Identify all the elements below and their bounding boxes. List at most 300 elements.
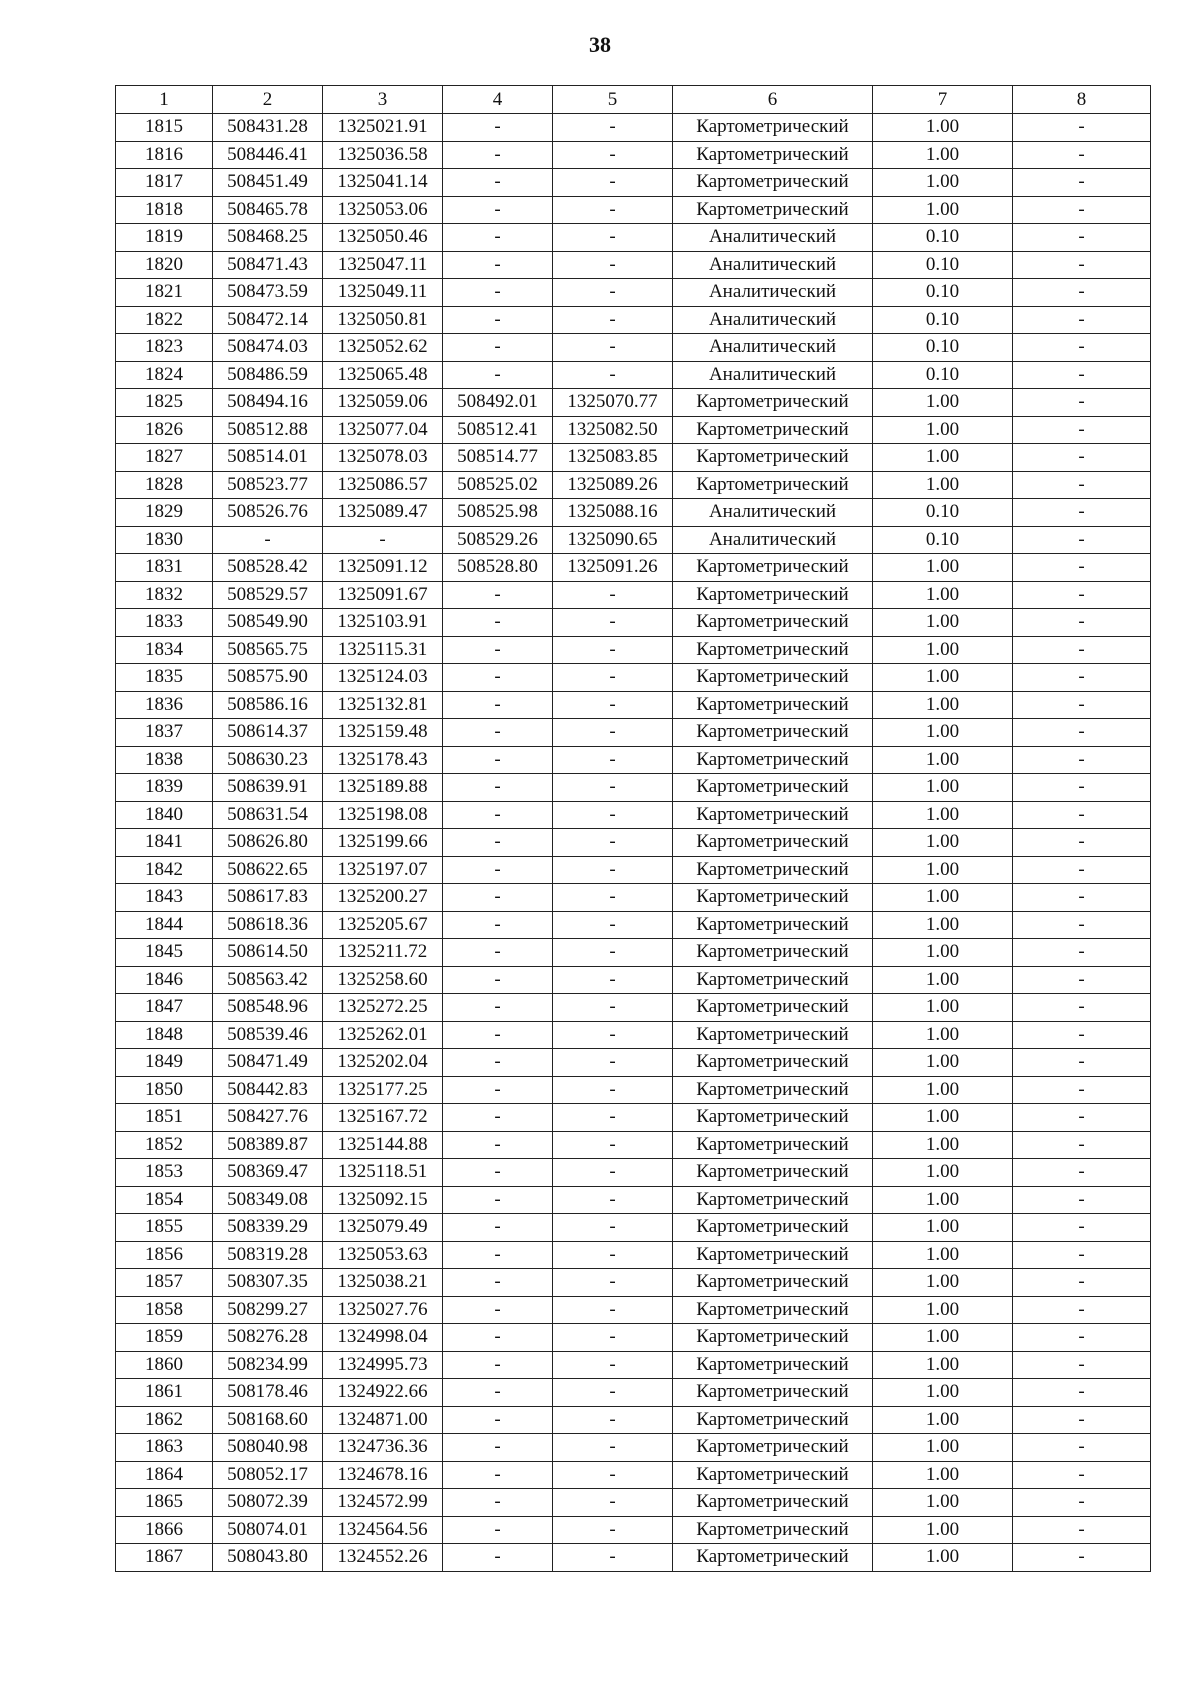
table-cell: 1845 [116, 939, 213, 967]
table-cell: 1325205.67 [323, 911, 443, 939]
table-cell: 1.00 [873, 1434, 1013, 1462]
table-cell: 508442.83 [213, 1076, 323, 1104]
table-cell: - [443, 636, 553, 664]
table-cell: 1325053.63 [323, 1241, 443, 1269]
table-cell: - [1013, 939, 1151, 967]
table-cell: Аналитический [673, 251, 873, 279]
table-cell: 1865 [116, 1489, 213, 1517]
table-cell: - [553, 1489, 673, 1517]
table-cell: - [1013, 1021, 1151, 1049]
table-cell: Картометрический [673, 746, 873, 774]
table-cell: 1816 [116, 141, 213, 169]
table-cell: 1.00 [873, 829, 1013, 857]
table-cell: 508514.77 [443, 444, 553, 472]
table-cell: - [443, 609, 553, 637]
table-cell: - [443, 1351, 553, 1379]
table-cell: Картометрический [673, 1324, 873, 1352]
table-cell: - [443, 224, 553, 252]
table-cell: 1857 [116, 1269, 213, 1297]
table-cell: 1.00 [873, 389, 1013, 417]
table-row [116, 1104, 1151, 1132]
table-cell: 508639.91 [213, 774, 323, 802]
table-cell: 1.00 [873, 664, 1013, 692]
table-row [116, 1406, 1151, 1434]
table-cell: 1325053.06 [323, 196, 443, 224]
table-row [116, 1544, 1151, 1572]
table-cell: - [443, 691, 553, 719]
table-cell: 1325198.08 [323, 801, 443, 829]
table-cell: 1848 [116, 1021, 213, 1049]
table-cell: 1325177.25 [323, 1076, 443, 1104]
table-cell: 508617.83 [213, 884, 323, 912]
table-row [116, 609, 1151, 637]
table-cell: 508549.90 [213, 609, 323, 637]
table-cell: 1325197.07 [323, 856, 443, 884]
table-cell: 1.00 [873, 1131, 1013, 1159]
table-cell: - [1013, 1214, 1151, 1242]
table-cell: - [1013, 1296, 1151, 1324]
table-row [116, 1269, 1151, 1297]
table-cell: 1.00 [873, 1104, 1013, 1132]
table-cell: 1325200.27 [323, 884, 443, 912]
table-cell: 508299.27 [213, 1296, 323, 1324]
table-cell: - [553, 1049, 673, 1077]
table-cell: 1.00 [873, 1186, 1013, 1214]
table-cell: 1.00 [873, 1076, 1013, 1104]
table-cell: 1821 [116, 279, 213, 307]
table-cell: - [1013, 664, 1151, 692]
table-cell: - [1013, 1379, 1151, 1407]
table-cell: - [1013, 994, 1151, 1022]
table-row [116, 911, 1151, 939]
table-cell: 1825 [116, 389, 213, 417]
table-cell: 508446.41 [213, 141, 323, 169]
table-cell: 508614.50 [213, 939, 323, 967]
column-header-8: 8 [1013, 86, 1151, 114]
table-cell: 1325041.14 [323, 169, 443, 197]
table-cell: 508319.28 [213, 1241, 323, 1269]
table-cell: - [553, 334, 673, 362]
table-row [116, 499, 1151, 527]
table-cell: 1854 [116, 1186, 213, 1214]
table-cell: 1325021.91 [323, 114, 443, 142]
table-cell: 1838 [116, 746, 213, 774]
table-cell: 1.00 [873, 801, 1013, 829]
table-cell: - [443, 1241, 553, 1269]
table-cell: Аналитический [673, 306, 873, 334]
table-cell: - [443, 994, 553, 1022]
table-cell: - [1013, 1076, 1151, 1104]
table-cell: 1325211.72 [323, 939, 443, 967]
table-cell: 1.00 [873, 719, 1013, 747]
table-cell: 1.00 [873, 554, 1013, 582]
table-cell: 508168.60 [213, 1406, 323, 1434]
table-cell: - [553, 306, 673, 334]
table-cell: 1867 [116, 1544, 213, 1572]
table-cell: 1325115.31 [323, 636, 443, 664]
table-cell: - [443, 1544, 553, 1572]
table-cell: 508529.26 [443, 526, 553, 554]
table-cell: 1.00 [873, 856, 1013, 884]
table-cell: 1325132.81 [323, 691, 443, 719]
table-row [116, 526, 1151, 554]
table-cell: 1.00 [873, 1214, 1013, 1242]
table-cell: 1.00 [873, 911, 1013, 939]
table-row [116, 1351, 1151, 1379]
table-cell: 508234.99 [213, 1351, 323, 1379]
table-cell: Картометрический [673, 169, 873, 197]
table-cell: 508528.80 [443, 554, 553, 582]
table-cell: - [1013, 554, 1151, 582]
table-cell: Картометрический [673, 1296, 873, 1324]
table-cell: - [1013, 279, 1151, 307]
table-cell: - [443, 1461, 553, 1489]
table-cell: 1818 [116, 196, 213, 224]
table-row [116, 1076, 1151, 1104]
table-cell: 0.10 [873, 251, 1013, 279]
table-cell: 508339.29 [213, 1214, 323, 1242]
table-cell: - [443, 1186, 553, 1214]
table-cell: Картометрический [673, 471, 873, 499]
table-cell: - [443, 196, 553, 224]
table-row [116, 279, 1151, 307]
table-cell: - [443, 1269, 553, 1297]
table-cell: 1325052.62 [323, 334, 443, 362]
table-cell: - [443, 361, 553, 389]
table-cell: - [443, 1489, 553, 1517]
table-cell: - [553, 279, 673, 307]
table-cell: 0.10 [873, 361, 1013, 389]
table-cell: 1325082.50 [553, 416, 673, 444]
table-cell: 508525.98 [443, 499, 553, 527]
table-row [116, 141, 1151, 169]
table-cell: - [1013, 1489, 1151, 1517]
table-cell: Аналитический [673, 361, 873, 389]
column-header-5: 5 [553, 86, 673, 114]
table-row [116, 664, 1151, 692]
table-cell: 1325092.15 [323, 1186, 443, 1214]
table-cell: - [443, 1434, 553, 1462]
table-cell: 508565.75 [213, 636, 323, 664]
table-cell: - [553, 1324, 673, 1352]
table-cell: Картометрический [673, 966, 873, 994]
table-cell: - [1013, 196, 1151, 224]
table-cell: 508618.36 [213, 911, 323, 939]
table-cell: 1325078.03 [323, 444, 443, 472]
table-cell: 1324572.99 [323, 1489, 443, 1517]
table-row [116, 1489, 1151, 1517]
table-cell: 508072.39 [213, 1489, 323, 1517]
table-cell: - [553, 994, 673, 1022]
table-cell: 1831 [116, 554, 213, 582]
table-cell: 508427.76 [213, 1104, 323, 1132]
table-cell: - [443, 966, 553, 994]
table-cell: - [553, 1296, 673, 1324]
table-row [116, 224, 1151, 252]
table-cell: Картометрический [673, 911, 873, 939]
table-cell: - [1013, 444, 1151, 472]
table-cell: 508512.41 [443, 416, 553, 444]
table-cell: 1.00 [873, 939, 1013, 967]
table-cell: 1827 [116, 444, 213, 472]
table-row [116, 169, 1151, 197]
table-cell: 1325202.04 [323, 1049, 443, 1077]
table-row [116, 471, 1151, 499]
table-cell: Картометрический [673, 1214, 873, 1242]
table-row [116, 114, 1151, 142]
table-cell: - [443, 1406, 553, 1434]
table-cell: 508052.17 [213, 1461, 323, 1489]
table-cell: - [323, 526, 443, 554]
table-cell: - [553, 251, 673, 279]
table-cell: 508630.23 [213, 746, 323, 774]
table-cell: 0.10 [873, 224, 1013, 252]
table-cell: 508494.16 [213, 389, 323, 417]
table-cell: - [443, 856, 553, 884]
table-cell: 1.00 [873, 141, 1013, 169]
table-cell: 508178.46 [213, 1379, 323, 1407]
table-cell: - [1013, 1461, 1151, 1489]
table-cell: 1325050.81 [323, 306, 443, 334]
table-cell: 508369.47 [213, 1159, 323, 1187]
table-cell: 1324564.56 [323, 1516, 443, 1544]
table-cell: - [1013, 169, 1151, 197]
table-cell: 1.00 [873, 1021, 1013, 1049]
table-row [116, 1049, 1151, 1077]
table-cell: - [1013, 884, 1151, 912]
table-cell: - [443, 1324, 553, 1352]
table-cell: 1846 [116, 966, 213, 994]
table-cell: Картометрический [673, 856, 873, 884]
table-row [116, 691, 1151, 719]
table-cell: 508040.98 [213, 1434, 323, 1462]
table-cell: 1325079.49 [323, 1214, 443, 1242]
table-cell: - [443, 581, 553, 609]
table-cell: - [1013, 719, 1151, 747]
table-cell: 508631.54 [213, 801, 323, 829]
table-row [116, 1159, 1151, 1187]
table-row [116, 1296, 1151, 1324]
table-cell: - [443, 884, 553, 912]
table-cell: - [553, 1406, 673, 1434]
table-cell: 1325050.46 [323, 224, 443, 252]
table-cell: 1.00 [873, 1379, 1013, 1407]
table-cell: - [1013, 114, 1151, 142]
table-cell: - [553, 224, 673, 252]
table-cell: Картометрический [673, 801, 873, 829]
table-cell: - [1013, 1406, 1151, 1434]
table-cell: 1.00 [873, 966, 1013, 994]
table-cell: 0.10 [873, 334, 1013, 362]
table-cell: Картометрический [673, 1076, 873, 1104]
table-cell: - [443, 1049, 553, 1077]
table-cell: - [443, 1021, 553, 1049]
table-cell: 1840 [116, 801, 213, 829]
table-row [116, 719, 1151, 747]
table-cell: 1324552.26 [323, 1544, 443, 1572]
table-cell: 1849 [116, 1049, 213, 1077]
table-cell: - [553, 1269, 673, 1297]
table-cell: - [1013, 1186, 1151, 1214]
table-cell: - [553, 636, 673, 664]
table-cell: - [1013, 1131, 1151, 1159]
table-cell: 1.00 [873, 1159, 1013, 1187]
table-cell: - [553, 114, 673, 142]
table-cell: 1.00 [873, 691, 1013, 719]
table-cell: 1.00 [873, 746, 1013, 774]
table-cell: Картометрический [673, 1186, 873, 1214]
table-cell: 1862 [116, 1406, 213, 1434]
table-cell: - [443, 664, 553, 692]
table-cell: Картометрический [673, 444, 873, 472]
table-cell: 508431.28 [213, 114, 323, 142]
table-cell: 1.00 [873, 196, 1013, 224]
table-cell: 1.00 [873, 1406, 1013, 1434]
table-cell: - [443, 141, 553, 169]
table-cell: Картометрический [673, 719, 873, 747]
table-cell: 508492.01 [443, 389, 553, 417]
table-row [116, 361, 1151, 389]
table-cell: 508451.49 [213, 169, 323, 197]
table-cell: - [553, 966, 673, 994]
table-cell: - [443, 306, 553, 334]
table-cell: 1325189.88 [323, 774, 443, 802]
table-cell: - [1013, 334, 1151, 362]
table-cell: 1861 [116, 1379, 213, 1407]
table-cell: - [213, 526, 323, 554]
table-cell: Картометрический [673, 1489, 873, 1517]
column-header-4: 4 [443, 86, 553, 114]
table-cell: 1325089.47 [323, 499, 443, 527]
table-row [116, 1461, 1151, 1489]
table-row [116, 444, 1151, 472]
table-cell: 1324995.73 [323, 1351, 443, 1379]
table-cell: 1860 [116, 1351, 213, 1379]
table-cell: - [553, 1076, 673, 1104]
table-cell: - [443, 829, 553, 857]
table-cell: 508486.59 [213, 361, 323, 389]
table-cell: 1325027.76 [323, 1296, 443, 1324]
table-cell: 1.00 [873, 1241, 1013, 1269]
table-cell: 508468.25 [213, 224, 323, 252]
table-cell: - [1013, 1351, 1151, 1379]
table-cell: - [553, 801, 673, 829]
table-cell: - [553, 609, 673, 637]
table-cell: 1841 [116, 829, 213, 857]
table-cell: Картометрический [673, 1241, 873, 1269]
table-cell: 0.10 [873, 279, 1013, 307]
table-cell: 1325258.60 [323, 966, 443, 994]
table-cell: 508586.16 [213, 691, 323, 719]
table-cell: - [1013, 1324, 1151, 1352]
table-row [116, 416, 1151, 444]
table-cell: 1842 [116, 856, 213, 884]
table-cell: - [1013, 774, 1151, 802]
table-row [116, 746, 1151, 774]
table-cell: - [443, 1379, 553, 1407]
table-cell: 1.00 [873, 636, 1013, 664]
table-row [116, 334, 1151, 362]
table-cell: 508471.43 [213, 251, 323, 279]
table-cell: 1866 [116, 1516, 213, 1544]
table-cell: 1824 [116, 361, 213, 389]
table-cell: Картометрический [673, 554, 873, 582]
table-cell: - [1013, 224, 1151, 252]
table-cell: 1.00 [873, 114, 1013, 142]
table-cell: 1843 [116, 884, 213, 912]
table-cell: Картометрический [673, 1379, 873, 1407]
table-row [116, 251, 1151, 279]
table-cell: Картометрический [673, 884, 873, 912]
table-cell: - [553, 856, 673, 884]
table-cell: - [553, 1021, 673, 1049]
table-cell: 1325272.25 [323, 994, 443, 1022]
table-cell: - [443, 114, 553, 142]
table-row [116, 884, 1151, 912]
table-cell: 508563.42 [213, 966, 323, 994]
table-row [116, 774, 1151, 802]
table-cell: 508514.01 [213, 444, 323, 472]
table-cell: 508626.80 [213, 829, 323, 857]
table-cell: 1835 [116, 664, 213, 692]
table-row [116, 1241, 1151, 1269]
table-cell: - [553, 1516, 673, 1544]
table-cell: Картометрический [673, 774, 873, 802]
table-cell: - [1013, 141, 1151, 169]
table-row [116, 1379, 1151, 1407]
table-cell: 1.00 [873, 774, 1013, 802]
table-cell: Картометрический [673, 389, 873, 417]
table-cell: - [1013, 829, 1151, 857]
table-cell: 1325091.26 [553, 554, 673, 582]
table-cell: Картометрический [673, 691, 873, 719]
table-cell: - [443, 169, 553, 197]
table-cell: 1.00 [873, 884, 1013, 912]
table-cell: Картометрический [673, 581, 873, 609]
table-cell: 1856 [116, 1241, 213, 1269]
table-cell: - [1013, 636, 1151, 664]
table-cell: Картометрический [673, 141, 873, 169]
table-cell: 508276.28 [213, 1324, 323, 1352]
table-cell: 1.00 [873, 1351, 1013, 1379]
table-cell: Картометрический [673, 1049, 873, 1077]
table-cell: - [443, 1131, 553, 1159]
table-row [116, 829, 1151, 857]
table-cell: - [1013, 966, 1151, 994]
table-row [116, 1434, 1151, 1462]
table-cell: 0.10 [873, 306, 1013, 334]
table-cell: - [1013, 306, 1151, 334]
table-cell: 508074.01 [213, 1516, 323, 1544]
table-row [116, 939, 1151, 967]
table-row [116, 856, 1151, 884]
table-cell: 1325077.04 [323, 416, 443, 444]
table-cell: 508349.08 [213, 1186, 323, 1214]
table-cell: - [553, 1434, 673, 1462]
table-cell: - [553, 746, 673, 774]
table-cell: 1863 [116, 1434, 213, 1462]
table-row [116, 1131, 1151, 1159]
table-cell: Картометрический [673, 609, 873, 637]
table-cell: - [443, 251, 553, 279]
table-cell: 1820 [116, 251, 213, 279]
table-cell: 1325086.57 [323, 471, 443, 499]
table-cell: 1.00 [873, 994, 1013, 1022]
table-cell: - [1013, 361, 1151, 389]
table-cell: - [553, 691, 673, 719]
table-cell: - [1013, 1269, 1151, 1297]
table-cell: 1839 [116, 774, 213, 802]
